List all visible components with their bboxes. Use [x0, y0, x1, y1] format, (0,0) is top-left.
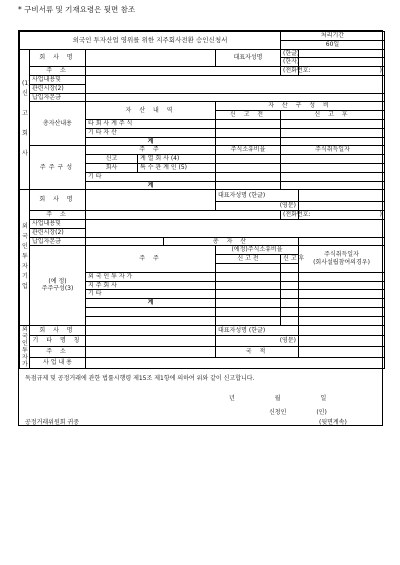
- foreign-blank-cell: [299, 316, 385, 325]
- sh-row-label: 특 수 관 계 인 (5): [138, 163, 216, 172]
- foreign-sh-date-field[interactable]: [299, 272, 385, 281]
- form-title: 외국인 투자산업 영위를 위한 지주회사전환 승인신청서: [20, 32, 281, 50]
- foreign-shareholder-label: 주 주: [86, 246, 216, 272]
- shareholder-group-label: 주주구성: [30, 146, 86, 190]
- asset-after-label: 신 고 후: [281, 111, 385, 120]
- sh-date-field[interactable]: [281, 155, 385, 164]
- day-label: 일: [320, 395, 327, 402]
- month-label: 월: [274, 395, 281, 402]
- back-note: (뒷면계속): [319, 419, 347, 426]
- rep-hanja-label: (한자): [281, 58, 299, 67]
- capital-field[interactable]: [86, 93, 385, 102]
- foreign-capital-label: 납입자본금: [30, 237, 86, 246]
- asset-total-label: 계: [86, 137, 216, 146]
- sh-date-field[interactable]: [281, 163, 385, 172]
- foreign-sh-after-field[interactable]: [281, 281, 299, 290]
- foreign-address-label: 주 소: [30, 211, 86, 220]
- asset-after-field[interactable]: [281, 119, 385, 128]
- foreign-business-label: 사업내용및: [30, 219, 86, 228]
- foreign-rep-korean-field[interactable]: [299, 190, 385, 202]
- foreign-sh-before-field[interactable]: [216, 272, 281, 281]
- sh-date-field[interactable]: [281, 172, 385, 181]
- address-field[interactable]: [86, 67, 281, 76]
- foreign-total-assets-field[interactable]: [299, 237, 385, 246]
- recipient-label: 공정거래위원회 귀중: [25, 419, 80, 426]
- sh-ownership-field[interactable]: [216, 163, 281, 172]
- foreign-section-label: 외 국 인 투 자 기 업: [20, 190, 30, 325]
- form-table: [19, 31, 385, 369]
- foreign-blank-cell: [281, 307, 299, 316]
- foreign-company-name-field[interactable]: [86, 190, 216, 211]
- investor-address-field[interactable]: [86, 347, 216, 358]
- foreign-blank-cell: [299, 307, 385, 316]
- acquisition-date-label: 주식취득일자: [281, 146, 385, 155]
- signer-label: 신청인: [269, 409, 287, 416]
- company-name-label: 회 사 명: [30, 49, 86, 67]
- investor-section-label: 외 국 인 투 자 가: [20, 325, 30, 368]
- seal-mark: (인): [316, 409, 327, 416]
- sh-prefix: 회사: [86, 163, 138, 172]
- foreign-rep-label: 대표자성명 (한글): [216, 190, 299, 202]
- investor-company-name-field[interactable]: [86, 325, 216, 336]
- application-form: [18, 30, 383, 426]
- sh-ownership-field[interactable]: [216, 181, 281, 190]
- foreign-shareholder-group: (예 정) 주주구성(3): [30, 246, 86, 325]
- asset-composition-label: 자 산 구 성 비: [216, 102, 385, 111]
- foreign-blank-cell: [216, 316, 281, 325]
- foreign-address-field[interactable]: [86, 211, 281, 220]
- foreign-blank-cell: [281, 316, 299, 325]
- foreign-sh-row-label: 지 주 회 사: [86, 281, 216, 290]
- foreign-before-blank: [216, 263, 281, 272]
- address-label: 주 소: [30, 67, 86, 76]
- foreign-rep-english-field[interactable]: [299, 202, 385, 211]
- foreign-blank-row: [86, 316, 216, 325]
- investor-company-name-label: 회 사 명: [30, 325, 86, 336]
- investor-rep-english-label: (영문): [216, 336, 299, 347]
- company-name-field[interactable]: [86, 49, 216, 67]
- signer-line: [269, 407, 379, 416]
- phone-field[interactable]: ): [299, 67, 385, 76]
- foreign-company-name-label: 회 사 명: [30, 190, 86, 211]
- foreign-sh-before-field[interactable]: [216, 299, 281, 308]
- foreign-phone-label: (전화번호:: [281, 211, 299, 220]
- foreign-business-field[interactable]: [86, 219, 385, 237]
- sh-ownership-field[interactable]: [216, 155, 281, 164]
- capital-label: 납입자본금: [30, 93, 86, 102]
- foreign-acq-date-label: 주식취득일자 (회사설립참여의경우): [299, 246, 385, 272]
- foreign-sh-before-field[interactable]: [216, 281, 281, 290]
- year-label: 년: [229, 395, 235, 402]
- ownership-label: 주식소유비율: [216, 146, 281, 155]
- assets-item-label: 자 산 내 역: [86, 102, 216, 120]
- process-period-label: 처리기간: [281, 32, 385, 41]
- investor-business-label: 사 업 내 용: [30, 357, 86, 368]
- foreign-capital-field[interactable]: [86, 237, 164, 246]
- foreign-phone-field[interactable]: ): [299, 211, 385, 220]
- foreign-business-label-2: 관련시장(2): [30, 228, 86, 237]
- foreign-sh-date-field[interactable]: [299, 290, 385, 299]
- asset-before-field[interactable]: [216, 137, 281, 146]
- foreign-after-label: 신 고 후: [281, 255, 299, 264]
- investor-rep-korean-field[interactable]: [299, 325, 385, 336]
- business-label-2: 관련시장(2): [30, 84, 86, 93]
- investor-other-field[interactable]: [86, 336, 216, 347]
- investor-nationality-label: 국 적: [216, 347, 299, 358]
- foreign-rep-english-label: (영문): [216, 202, 299, 211]
- sh-date-field[interactable]: [281, 181, 385, 190]
- foreign-sh-date-field[interactable]: [299, 299, 385, 308]
- business-field[interactable]: [86, 75, 385, 93]
- foreign-sh-after-field[interactable]: [281, 272, 299, 281]
- foreign-sh-before-field[interactable]: [216, 290, 281, 299]
- investor-address-label: 주 소: [30, 347, 86, 358]
- asset-before-field[interactable]: [216, 128, 281, 137]
- rep-korean-field[interactable]: [299, 49, 385, 58]
- foreign-sh-after-field[interactable]: [281, 290, 299, 299]
- business-label: 사업내용및: [30, 75, 86, 84]
- process-period-value: 60일: [281, 40, 385, 49]
- investor-business-field[interactable]: [86, 357, 385, 368]
- assets-group-label: 총자산내용: [30, 102, 86, 146]
- date-line: [229, 393, 379, 402]
- sh-row-label: 계 열 회 사 (4): [138, 155, 216, 164]
- asset-row-label: 타 회 사 계 주 식: [86, 119, 216, 128]
- asset-after-field[interactable]: [281, 128, 385, 137]
- foreign-after-blank: [281, 263, 299, 272]
- asset-before-field[interactable]: [216, 119, 281, 128]
- foreign-sh-after-field[interactable]: [281, 299, 299, 308]
- sh-total-label: 계: [86, 181, 216, 190]
- asset-row-label: 기 타 자 산: [86, 128, 216, 137]
- foreign-blank-row: [86, 307, 216, 316]
- foreign-sh-row-label: 기 타: [86, 290, 216, 299]
- asset-before-label: 신 고 전: [216, 111, 281, 120]
- investor-rep-english-field[interactable]: [299, 336, 385, 347]
- declaration-text: 독점규제 및 공정거래에 관한 법률시행령 제15조 제1항에 의하여 위와 같이 신고합니다.: [25, 375, 255, 382]
- sh-ownership-field[interactable]: [216, 172, 281, 181]
- foreign-total-assets-label: 총 자 산: [164, 237, 299, 246]
- investor-nationality-field[interactable]: [299, 347, 385, 358]
- rep-hanja-field[interactable]: [299, 58, 385, 67]
- top-note: * 구비서류 및 기재요령은 뒷면 참조: [18, 5, 136, 14]
- applicant-section-label: (1) 신 고 회 사: [20, 49, 30, 190]
- investor-other-label: 기 타 명 칭: [30, 336, 86, 347]
- foreign-planned-ownership-label: (예정)주식소유비율: [216, 246, 299, 255]
- rep-name-label: 대표자성명: [216, 49, 281, 67]
- rep-korean-label: (한글): [281, 49, 299, 58]
- shareholder-label: 주 주: [86, 146, 216, 155]
- phone-label: (전화번호:: [281, 67, 299, 76]
- foreign-sh-total-label: 계: [86, 299, 216, 308]
- foreign-before-label: 신 고 전: [216, 255, 281, 264]
- foreign-blank-cell: [216, 307, 281, 316]
- investor-rep-label: 대표자성명 (한글): [216, 325, 299, 336]
- sh-row-label: 기 타: [86, 172, 216, 181]
- asset-after-field[interactable]: [281, 137, 385, 146]
- sh-prefix: 신고: [86, 155, 138, 164]
- foreign-sh-row-label: 외 국 인 투 자 가: [86, 272, 216, 281]
- foreign-sh-date-field[interactable]: [299, 281, 385, 290]
